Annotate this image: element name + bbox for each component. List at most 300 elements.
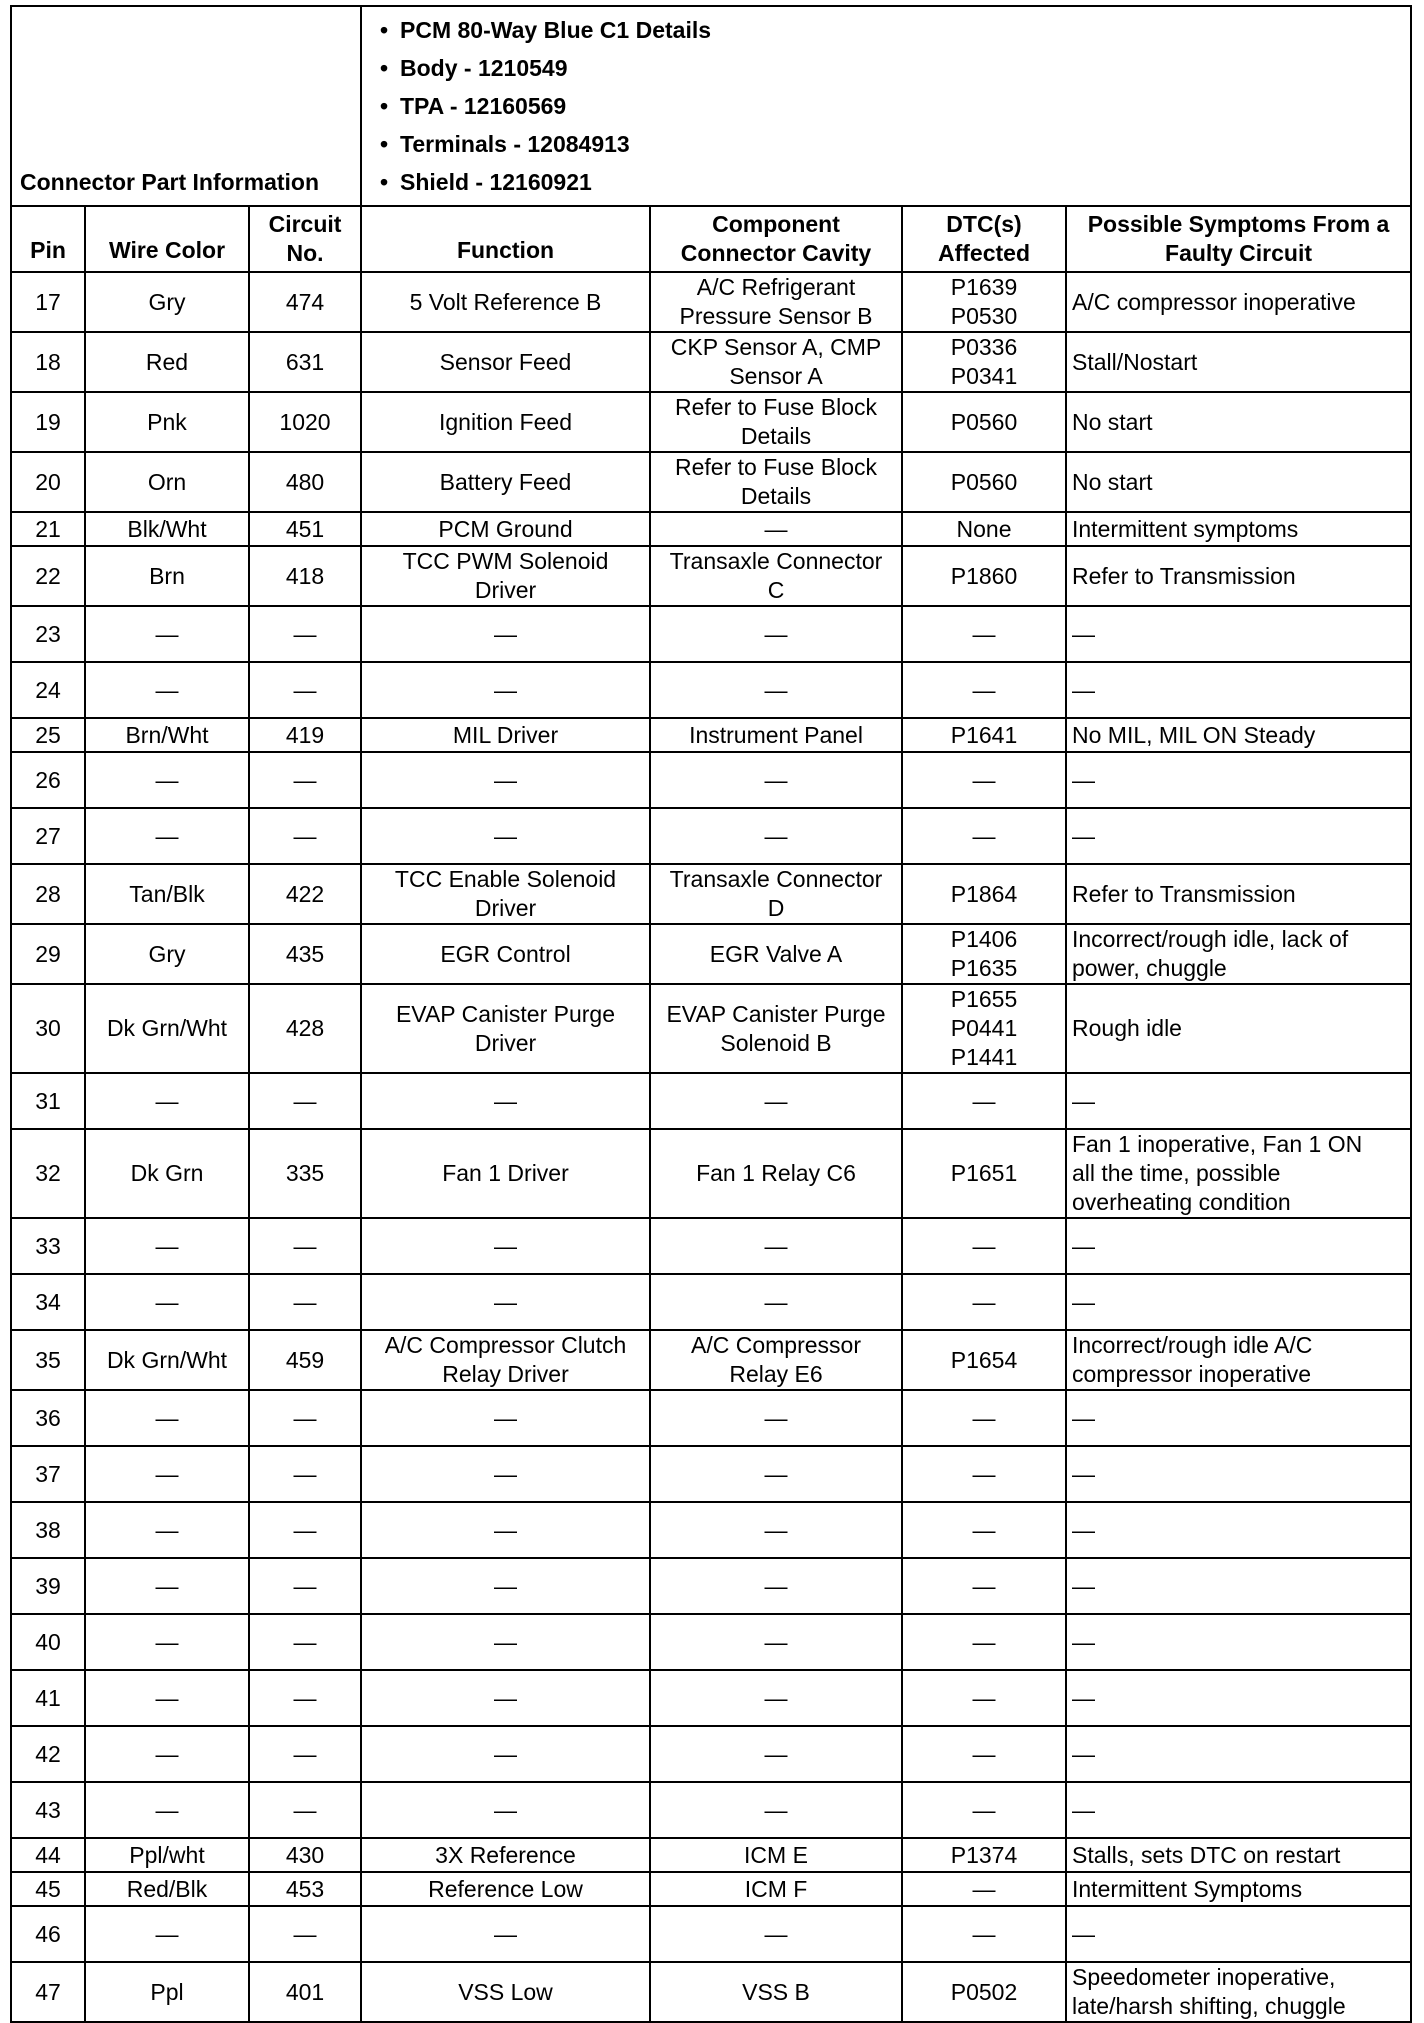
dtc-cell-line: None (956, 515, 1012, 542)
cavity-cell-line: — (764, 766, 788, 793)
function-cell (361, 808, 650, 864)
function-cell-line: 3X Reference (435, 1841, 576, 1868)
symptoms-cell-line: Fan 1 inoperative, Fan 1 ON (1072, 1131, 1363, 1157)
function-cell (361, 1073, 650, 1129)
dtc-cell (902, 808, 1066, 864)
function-cell (361, 1906, 650, 1962)
connector-detail-body: • Body - 1210549 (400, 49, 1402, 87)
table-row (11, 332, 1411, 392)
cavity-cell (650, 864, 902, 924)
wire-color-cell: Red (85, 332, 249, 392)
cavity-cell-line: — (764, 1232, 788, 1259)
cavity-cell (650, 392, 902, 452)
dtc-cell-line: — (972, 620, 996, 647)
dtc-cell (902, 1502, 1066, 1558)
table-row (11, 1073, 1411, 1129)
symptoms-cell-line: late/harsh shifting, chuggle (1072, 1993, 1346, 2019)
function-cell-line: — (494, 1232, 517, 1259)
dtc-cell-line: P1651 (950, 1160, 1018, 1186)
function-cell-line: — (494, 676, 517, 703)
pin-cell: 40 (11, 1614, 85, 1670)
symptoms-cell-line: — (1072, 1460, 1095, 1487)
symptoms-cell (1066, 1558, 1411, 1614)
cavity-cell (650, 1073, 902, 1129)
wire-color-cell: — (85, 1726, 249, 1782)
col-header-pin: Pin (11, 206, 85, 272)
wire-color-cell: — (85, 752, 249, 808)
wire-color-cell: Gry (85, 924, 249, 984)
column-header-row (11, 206, 1411, 272)
dtc-cell-line: — (972, 1875, 996, 1902)
symptoms-cell-line: — (1072, 676, 1095, 703)
cavity-cell-line: CKP Sensor A, CMP (670, 334, 882, 360)
cavity-cell (650, 1782, 902, 1838)
dtc-cell-line: P0336 (950, 334, 1018, 360)
connector-pin-table (10, 5, 1412, 2023)
dtc-cell (902, 1670, 1066, 1726)
symptoms-cell-line: all the time, possible (1072, 1160, 1281, 1186)
cavity-cell-line: — (764, 515, 788, 542)
dtc-cell-line: — (972, 766, 996, 793)
dtc-cell (902, 272, 1066, 332)
wire-color-cell: — (85, 1782, 249, 1838)
dtc-cell-line: P1654 (950, 1346, 1018, 1373)
col-header-wire-color: Wire Color (85, 206, 249, 272)
function-cell-line: — (494, 620, 517, 647)
circuit-cell: 430 (249, 1838, 361, 1872)
connector-detail-tpa: • TPA - 12160569 (400, 87, 1402, 125)
symptoms-cell (1066, 272, 1411, 332)
cavity-cell (650, 1558, 902, 1614)
dtc-cell (902, 1073, 1066, 1129)
dtc-cell (902, 1446, 1066, 1502)
symptoms-cell-line: compressor inoperative (1072, 1361, 1312, 1387)
dtc-cell-line: P1655 (950, 986, 1018, 1012)
function-cell-line: VSS Low (458, 1978, 553, 2005)
dtc-cell (902, 1330, 1066, 1390)
dtc-cell (902, 392, 1066, 452)
symptoms-cell (1066, 662, 1411, 718)
table-row (11, 1558, 1411, 1614)
table-row (11, 1274, 1411, 1330)
dtc-cell-line: P0530 (950, 303, 1018, 329)
symptoms-cell (1066, 452, 1411, 512)
circuit-cell: — (249, 1274, 361, 1330)
dtc-cell (902, 1129, 1066, 1218)
symptoms-cell (1066, 984, 1411, 1073)
cavity-cell-line: — (764, 1087, 788, 1114)
symptoms-cell-line: overheating condition (1072, 1189, 1291, 1215)
cavity-cell-line: ICM E (744, 1841, 808, 1868)
pin-rows (11, 272, 1411, 2022)
pin-cell: 19 (11, 392, 85, 452)
table-row (11, 808, 1411, 864)
wire-color-cell: Gry (85, 272, 249, 332)
function-cell (361, 1782, 650, 1838)
function-cell (361, 332, 650, 392)
cavity-cell (650, 512, 902, 546)
wire-color-cell: — (85, 808, 249, 864)
pin-cell: 32 (11, 1129, 85, 1218)
table-row (11, 1838, 1411, 1872)
symptoms-cell (1066, 1838, 1411, 1872)
symptoms-cell (1066, 392, 1411, 452)
function-cell-line: EGR Control (440, 940, 571, 967)
connector-info-row (11, 6, 1411, 206)
function-cell-line: 5 Volt Reference B (409, 288, 602, 315)
cavity-cell-line: A/C Compressor (691, 1332, 861, 1358)
wire-color-cell: — (85, 1218, 249, 1274)
dtc-cell-line: — (972, 1288, 996, 1315)
function-cell-line: — (494, 1404, 517, 1431)
cavity-cell-line: Sensor A (729, 363, 823, 389)
pin-cell: 20 (11, 452, 85, 512)
dtc-cell (902, 512, 1066, 546)
wire-color-cell: Ppl/wht (85, 1838, 249, 1872)
wire-color-cell: Pnk (85, 392, 249, 452)
dtc-cell (902, 1838, 1066, 1872)
circuit-cell: 453 (249, 1872, 361, 1906)
wire-color-cell: Brn (85, 546, 249, 606)
dtc-cell (902, 1218, 1066, 1274)
circuit-cell: 401 (249, 1962, 361, 2022)
cavity-cell-line: Refer to Fuse Block (675, 454, 877, 480)
pin-cell: 35 (11, 1330, 85, 1390)
cavity-cell-line: — (764, 1628, 788, 1655)
circuit-cell: 419 (249, 718, 361, 752)
function-cell-line: PCM Ground (438, 515, 573, 542)
function-cell (361, 864, 650, 924)
function-cell (361, 1330, 650, 1390)
function-cell-line: — (494, 1920, 517, 1947)
connector-part-info-label: Connector Part Information (11, 6, 361, 206)
table-row (11, 984, 1411, 1073)
pin-cell: 28 (11, 864, 85, 924)
dtc-cell (902, 1390, 1066, 1446)
function-cell (361, 1502, 650, 1558)
pin-cell: 22 (11, 546, 85, 606)
cavity-cell-line: EGR Valve A (709, 940, 843, 967)
symptoms-cell (1066, 546, 1411, 606)
function-cell (361, 1872, 650, 1906)
function-cell (361, 924, 650, 984)
function-cell-line: Battery Feed (439, 468, 572, 495)
wire-color-cell: — (85, 1614, 249, 1670)
dtc-cell (902, 1906, 1066, 1962)
symptoms-cell-line: Rough idle (1072, 1015, 1182, 1041)
pin-cell: 24 (11, 662, 85, 718)
symptoms-cell (1066, 808, 1411, 864)
symptoms-cell (1066, 1726, 1411, 1782)
pin-cell: 41 (11, 1670, 85, 1726)
dtc-cell (902, 718, 1066, 752)
symptoms-cell-line: Incorrect/rough idle, lack of (1072, 926, 1349, 952)
function-cell-line: — (494, 1684, 517, 1711)
wire-color-cell: — (85, 1558, 249, 1614)
pin-cell: 37 (11, 1446, 85, 1502)
function-cell-line: — (494, 1460, 517, 1487)
cavity-cell-line: — (764, 676, 788, 703)
function-cell-line: Sensor Feed (439, 348, 572, 375)
pin-cell: 47 (11, 1962, 85, 2022)
cavity-cell (650, 332, 902, 392)
function-cell (361, 718, 650, 752)
cavity-cell-line: — (764, 1460, 788, 1487)
pin-cell: 18 (11, 332, 85, 392)
dtc-cell-line: P1635 (950, 955, 1018, 981)
cavity-cell (650, 1726, 902, 1782)
symptoms-cell-line: — (1072, 1087, 1095, 1114)
dtc-cell (902, 1726, 1066, 1782)
symptoms-cell (1066, 718, 1411, 752)
cavity-cell-line: ICM F (744, 1875, 808, 1902)
dtc-cell (902, 1274, 1066, 1330)
cavity-cell-line: Transaxle Connector (669, 548, 883, 574)
wire-color-cell: Dk Grn/Wht (85, 1330, 249, 1390)
symptoms-cell-line: — (1072, 1920, 1095, 1947)
circuit-cell: — (249, 1390, 361, 1446)
circuit-cell: — (249, 606, 361, 662)
circuit-cell: — (249, 1670, 361, 1726)
table-row (11, 512, 1411, 546)
wire-color-cell: — (85, 662, 249, 718)
cavity-cell-line: — (764, 1288, 788, 1315)
cavity-cell (650, 718, 902, 752)
function-cell (361, 1962, 650, 2022)
symptoms-cell-line: — (1072, 620, 1095, 647)
col-header-cavity: Component Connector Cavity (650, 206, 902, 272)
cavity-cell (650, 272, 902, 332)
dtc-cell-line: — (972, 1920, 996, 1947)
function-cell (361, 1446, 650, 1502)
cavity-cell (650, 662, 902, 718)
function-cell-line: TCC PWM Solenoid (402, 548, 609, 574)
symptoms-cell-line: — (1072, 1288, 1095, 1315)
dtc-cell-line: — (972, 1684, 996, 1711)
pin-cell: 23 (11, 606, 85, 662)
dtc-cell-line: — (972, 676, 996, 703)
pin-cell: 27 (11, 808, 85, 864)
wire-color-cell: Brn/Wht (85, 718, 249, 752)
table-row (11, 1218, 1411, 1274)
symptoms-cell-line: Stall/Nostart (1072, 348, 1198, 375)
cavity-cell-line: Pressure Sensor B (679, 303, 873, 329)
function-cell-line: MIL Driver (452, 721, 559, 748)
table-row (11, 924, 1411, 984)
cavity-cell (650, 1446, 902, 1502)
circuit-cell: — (249, 1446, 361, 1502)
dtc-cell-line: P1406 (950, 926, 1018, 952)
pin-cell: 38 (11, 1502, 85, 1558)
cavity-cell (650, 1502, 902, 1558)
cavity-cell-line: Transaxle Connector (669, 866, 883, 892)
circuit-cell: 480 (249, 452, 361, 512)
wire-color-cell: — (85, 1073, 249, 1129)
dtc-cell (902, 752, 1066, 808)
symptoms-cell (1066, 1670, 1411, 1726)
symptoms-cell-line: — (1072, 1796, 1095, 1823)
cavity-cell (650, 924, 902, 984)
function-cell-line: Ignition Feed (439, 408, 572, 435)
function-cell (361, 546, 650, 606)
symptoms-cell-line: Refer to Transmission (1072, 562, 1296, 589)
table-row (11, 1446, 1411, 1502)
symptoms-cell (1066, 752, 1411, 808)
table-row (11, 1390, 1411, 1446)
cavity-cell-line: D (767, 895, 785, 921)
table-row (11, 1670, 1411, 1726)
symptoms-cell-line: — (1072, 822, 1095, 849)
circuit-cell: — (249, 1726, 361, 1782)
pin-cell: 42 (11, 1726, 85, 1782)
table-row (11, 1502, 1411, 1558)
wire-color-cell: Blk/Wht (85, 512, 249, 546)
dtc-cell (902, 546, 1066, 606)
cavity-cell (650, 808, 902, 864)
function-cell-line: Driver (474, 577, 537, 603)
table-row (11, 1129, 1411, 1218)
circuit-cell: — (249, 1782, 361, 1838)
circuit-cell: — (249, 1502, 361, 1558)
dtc-cell (902, 332, 1066, 392)
dtc-cell (902, 1558, 1066, 1614)
pin-table-sheet (10, 5, 1410, 2023)
symptoms-cell (1066, 1782, 1411, 1838)
dtc-cell-line: — (972, 1628, 996, 1655)
table-row (11, 606, 1411, 662)
pin-cell: 26 (11, 752, 85, 808)
cavity-cell-line: Details (740, 423, 812, 449)
dtc-cell-line: P1639 (950, 274, 1018, 300)
table-row (11, 1782, 1411, 1838)
cavity-cell-line: — (764, 620, 788, 647)
circuit-cell: 1020 (249, 392, 361, 452)
cavity-cell-line: — (764, 1740, 788, 1767)
circuit-cell: 428 (249, 984, 361, 1073)
circuit-cell: — (249, 1558, 361, 1614)
symptoms-cell-line: Speedometer inoperative, (1072, 1964, 1336, 1990)
table-row (11, 392, 1411, 452)
dtc-cell (902, 1872, 1066, 1906)
table-row (11, 1726, 1411, 1782)
circuit-cell: — (249, 752, 361, 808)
circuit-cell: 422 (249, 864, 361, 924)
cavity-cell-line: — (764, 1516, 788, 1543)
dtc-cell-line: — (972, 1572, 996, 1599)
dtc-cell-line: P0560 (950, 468, 1018, 495)
wire-color-cell: Orn (85, 452, 249, 512)
dtc-cell-line: — (972, 1404, 996, 1431)
wire-color-cell: Ppl (85, 1962, 249, 2022)
dtc-cell-line: P0502 (950, 1978, 1018, 2005)
dtc-cell (902, 1614, 1066, 1670)
pin-cell: 17 (11, 272, 85, 332)
symptoms-cell-line: power, chuggle (1072, 955, 1227, 981)
circuit-cell: — (249, 1218, 361, 1274)
function-cell (361, 752, 650, 808)
dtc-cell-line: — (972, 1796, 996, 1823)
cavity-cell-line: A/C Refrigerant (696, 274, 856, 300)
function-cell (361, 1670, 650, 1726)
dtc-cell (902, 606, 1066, 662)
circuit-cell: 418 (249, 546, 361, 606)
connector-detail-title: • PCM 80-Way Blue C1 Details (400, 11, 1402, 49)
dtc-cell-line: P1641 (950, 721, 1018, 748)
function-cell-line: — (494, 1516, 517, 1543)
function-cell-line: TCC Enable Solenoid (394, 866, 617, 892)
symptoms-cell-line: — (1072, 1684, 1095, 1711)
function-cell (361, 1218, 650, 1274)
symptoms-cell-line: A/C compressor inoperative (1072, 288, 1356, 315)
dtc-cell-line: P0560 (950, 408, 1018, 435)
dtc-cell-line: P0341 (950, 363, 1018, 389)
symptoms-cell-line: — (1072, 1572, 1095, 1599)
cavity-cell (650, 752, 902, 808)
table-row (11, 1872, 1411, 1906)
cavity-cell (650, 1390, 902, 1446)
pin-cell: 45 (11, 1872, 85, 1906)
symptoms-cell-line: Incorrect/rough idle A/C (1072, 1332, 1313, 1358)
pin-cell: 31 (11, 1073, 85, 1129)
cavity-cell-line: — (764, 1920, 788, 1947)
cavity-cell-line: — (764, 1404, 788, 1431)
table-row (11, 272, 1411, 332)
table-row (11, 1906, 1411, 1962)
cavity-cell-line: Relay E6 (729, 1361, 823, 1387)
cavity-cell (650, 984, 902, 1073)
wire-color-cell: — (85, 1670, 249, 1726)
pin-cell: 39 (11, 1558, 85, 1614)
wire-color-cell: — (85, 1906, 249, 1962)
function-cell (361, 606, 650, 662)
connector-detail-terminals: • Terminals - 12084913 (400, 125, 1402, 163)
symptoms-cell (1066, 864, 1411, 924)
cavity-cell (650, 1274, 902, 1330)
table-row (11, 864, 1411, 924)
symptoms-cell (1066, 512, 1411, 546)
dtc-cell-line: — (972, 1232, 996, 1259)
function-cell-line: — (494, 766, 517, 793)
circuit-cell: — (249, 1906, 361, 1962)
cavity-cell (650, 1670, 902, 1726)
pin-cell: 43 (11, 1782, 85, 1838)
connector-details (361, 6, 1411, 206)
dtc-cell (902, 1782, 1066, 1838)
cavity-cell (650, 1838, 902, 1872)
function-cell (361, 1274, 650, 1330)
symptoms-cell (1066, 606, 1411, 662)
function-cell-line: — (494, 1628, 517, 1655)
wire-color-cell: — (85, 1446, 249, 1502)
circuit-cell: — (249, 1614, 361, 1670)
circuit-cell: 459 (249, 1330, 361, 1390)
col-header-circuit: Circuit No. (249, 206, 361, 272)
pin-cell: 34 (11, 1274, 85, 1330)
dtc-cell (902, 924, 1066, 984)
pin-cell: 25 (11, 718, 85, 752)
cavity-cell (650, 1962, 902, 2022)
pin-cell: 46 (11, 1906, 85, 1962)
function-cell-line: — (494, 1288, 517, 1315)
symptoms-cell (1066, 1502, 1411, 1558)
cavity-cell (650, 1129, 902, 1218)
function-cell-line: Reference Low (428, 1875, 583, 1902)
function-cell-line: EVAP Canister Purge (395, 1000, 616, 1027)
cavity-cell-line: — (764, 1572, 788, 1599)
table-row (11, 1614, 1411, 1670)
dtc-cell (902, 864, 1066, 924)
symptoms-cell (1066, 1274, 1411, 1330)
